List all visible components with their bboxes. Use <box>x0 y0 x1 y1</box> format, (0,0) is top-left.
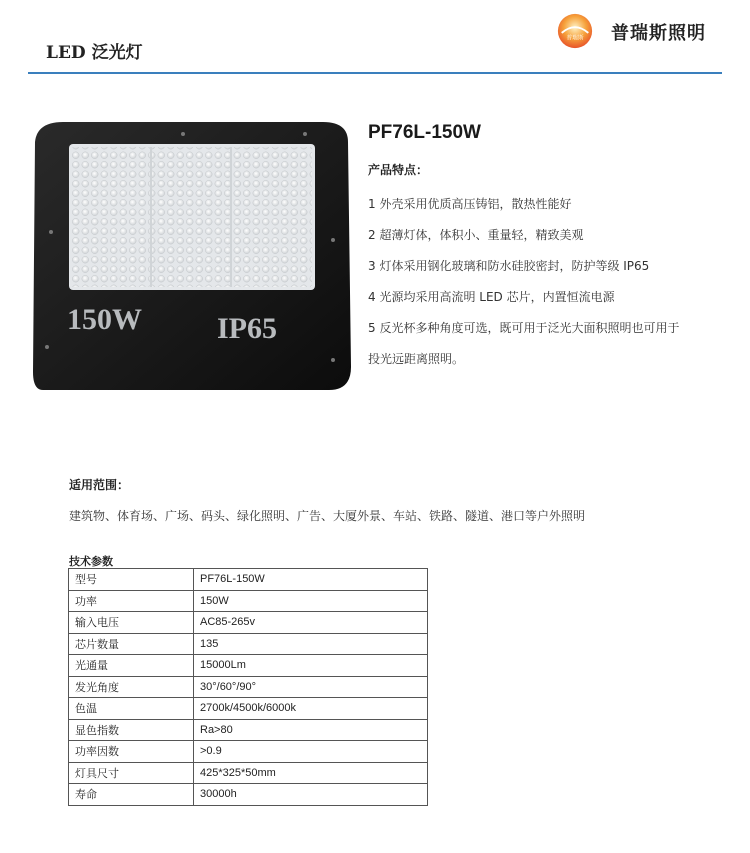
spec-value: 2700k/4500k/6000k <box>194 698 428 720</box>
spec-value: 30000h <box>194 784 428 806</box>
spec-label: 发光角度 <box>69 676 194 698</box>
page-title: LED 泛光灯 <box>46 43 143 63</box>
table-row <box>69 784 428 806</box>
spec-label: 功率因数 <box>69 741 194 763</box>
table-row <box>69 655 428 677</box>
product-model: PF76L-150W <box>368 122 481 143</box>
feature-item: 投光远距离照明。 <box>368 352 465 366</box>
spec-value: 150W <box>194 590 428 612</box>
table-row <box>69 741 428 763</box>
spec-label: 显色指数 <box>69 719 194 741</box>
spec-label: 光通量 <box>69 655 194 677</box>
brand-logo <box>556 12 594 50</box>
product-image <box>33 122 353 392</box>
spec-value: >0.9 <box>194 741 428 763</box>
spec-label: 型号 <box>69 569 194 591</box>
wattage-label: 150W <box>67 303 142 336</box>
features-list <box>368 189 738 375</box>
spec-title: 技术参数 <box>69 555 113 568</box>
features-title: 产品特点： <box>368 163 429 177</box>
spec-label: 芯片数量 <box>69 633 194 655</box>
spec-value: AC85-265v <box>194 612 428 634</box>
spec-value: PF76L-150W <box>194 569 428 591</box>
spec-label: 色温 <box>69 698 194 720</box>
feature-item: 1 外壳采用优质高压铸铝，散热性能好 <box>368 197 572 211</box>
table-row <box>69 762 428 784</box>
table-row <box>69 719 428 741</box>
table-row <box>69 612 428 634</box>
spec-value: 425*325*50mm <box>194 762 428 784</box>
scope-title: 适用范围： <box>69 478 130 492</box>
ip-label: IP65 <box>217 312 277 345</box>
spec-value: 30°/60°/90° <box>194 676 428 698</box>
header-divider <box>28 72 722 74</box>
spec-table <box>68 568 428 806</box>
table-row <box>69 676 428 698</box>
spec-label: 功率 <box>69 590 194 612</box>
table-row <box>69 633 428 655</box>
spec-value: 15000Lm <box>194 655 428 677</box>
feature-item: 4 光源均采用高流明 LED 芯片，内置恒流电源 <box>368 290 615 304</box>
brand-name: 普瑞斯照明 <box>611 23 706 44</box>
table-row <box>69 698 428 720</box>
spec-value: 135 <box>194 633 428 655</box>
spec-value: Ra>80 <box>194 719 428 741</box>
spec-label: 寿命 <box>69 784 194 806</box>
spec-label: 灯具尺寸 <box>69 762 194 784</box>
feature-item: 5 反光杯多种角度可选，既可用于泛光大面积照明也可用于 <box>368 321 680 335</box>
table-row <box>69 569 428 591</box>
feature-item: 2 超薄灯体，体积小、重量轻，精致美观 <box>368 228 584 242</box>
table-row <box>69 590 428 612</box>
logo-text: 普瑞斯 <box>566 35 584 42</box>
feature-item: 3 灯体采用钢化玻璃和防水硅胶密封，防护等级 IP65 <box>368 259 650 273</box>
scope-text: 建筑物、体育场、广场、码头、绿化照明、广告、大厦外景、车站、铁路、隧道、港口等户外照明 <box>69 509 586 523</box>
spec-label: 输入电压 <box>69 612 194 634</box>
